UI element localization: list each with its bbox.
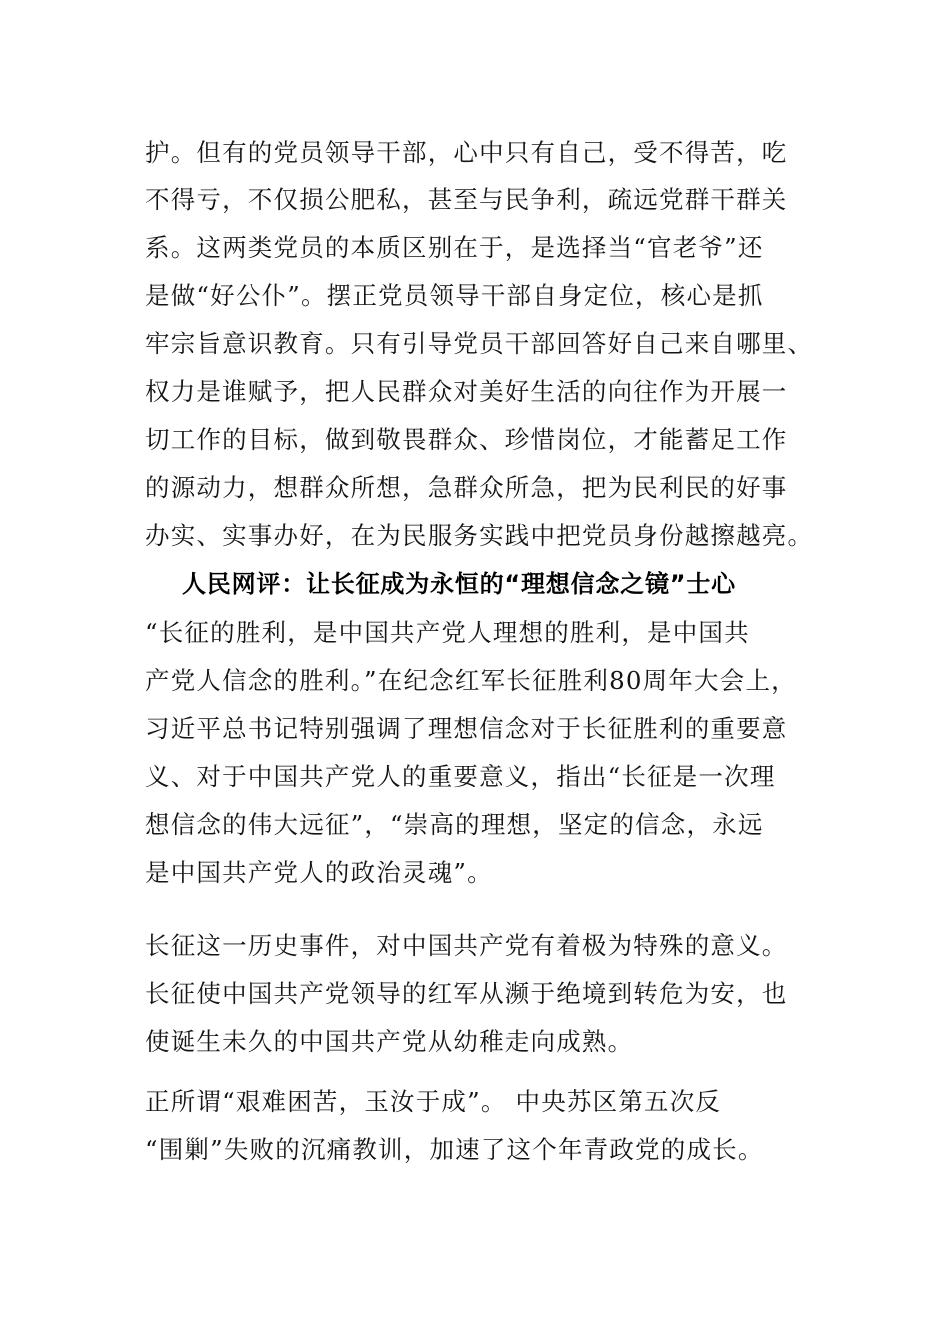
text-line: 办实、实事办好，在为民服务实践中把党员身份越擦越亮。 xyxy=(145,521,814,550)
text-line: “长征的胜利，是中国共产党人理想的胜利，是中国共 xyxy=(145,618,750,647)
text-line: 产党人信念的胜利。”在纪念红军长征胜利80周年大会上， xyxy=(145,666,797,695)
text-line: 使诞生未久的中国共产党从幼稚走向成熟。 xyxy=(145,1027,634,1056)
text-line: 是中国共产党人的政治灵魂”。 xyxy=(145,858,493,887)
text-line: 正所谓“艰难困苦，玉汝于成”。 中央苏区第五次反 xyxy=(145,1087,722,1116)
article-heading: 人民网评：让长征成为永恒的“理想信念之镜”士心 xyxy=(182,570,736,598)
text-line: 不得亏，不仅损公肥私，甚至与民争利，疏远党群干群关 xyxy=(145,185,788,214)
text-line: 切工作的目标，做到敬畏群众、珍惜岗位，才能蓄足工作 xyxy=(145,425,788,454)
text-line: 牢宗旨意识教育。只有引导党员干部回答好自己来自哪里、 xyxy=(145,329,814,358)
text-line: 权力是谁赋予，把人民群众对美好生活的向往作为开展一 xyxy=(145,377,788,406)
text-line: 想信念的伟大远征”，“崇高的理想，坚定的信念，永远 xyxy=(145,810,764,839)
text-line: 系。这两类党员的本质区别在于，是选择当“官老爷”还 xyxy=(145,233,764,262)
text-line: 护。但有的党员领导干部，心中只有自己，受不得苦，吃 xyxy=(145,138,788,167)
text-line: 义、对于中国共产党人的重要意义，指出“长征是一次理 xyxy=(145,762,776,791)
text-line: 长征使中国共产党领导的红军从濒于绝境到转危为安，也 xyxy=(145,979,788,1008)
text-line: “围剿”失败的沉痛教训，加速了这个年青政党的成长。 xyxy=(145,1135,764,1164)
text-line: 是做“好公仆”。摆正党员领导干部自身定位，核心是抓 xyxy=(145,281,764,310)
text-line: 习近平总书记特别强调了理想信念对于长征胜利的重要意 xyxy=(145,714,788,743)
text-line: 长征这一历史事件，对中国共产党有着极为特殊的意义。 xyxy=(145,931,788,960)
text-line: 的源动力，想群众所想，急群众所急，把为民利民的好事 xyxy=(145,473,788,502)
